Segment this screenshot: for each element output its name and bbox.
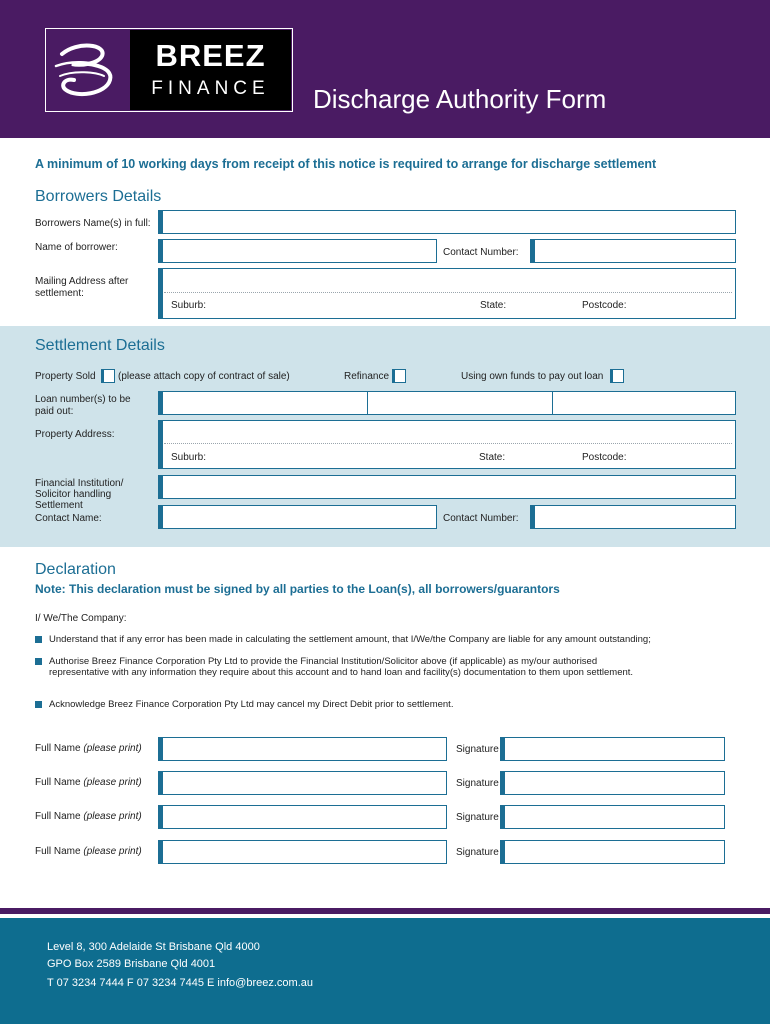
property-sold-label: Property Sold	[35, 371, 96, 382]
refinance-label: Refinance	[344, 371, 390, 382]
full-name-label	[35, 743, 142, 754]
signature-label: Signature	[456, 744, 499, 755]
institution-label: Financial Institution/ Solicitor handling Settlement	[35, 478, 124, 511]
borrower-name-input[interactable]	[158, 239, 437, 263]
declaration-note: Note: This declaration must be signed by all parties to the Loan(s), all borrowers/guarantors	[35, 582, 560, 596]
full-name-text: Full Name	[35, 846, 81, 857]
full-name-input[interactable]	[158, 840, 447, 864]
bullet-icon	[35, 701, 42, 708]
full-name-label	[35, 777, 142, 788]
bullet-icon	[35, 636, 42, 643]
please-print-note: (please print)	[83, 743, 142, 754]
property-sold-checkbox[interactable]	[101, 369, 115, 383]
full-name-input[interactable]	[158, 771, 447, 795]
form-title: Discharge Authority Form	[313, 84, 607, 114]
loan-numbers-label: Loan number(s) to be paid out:	[35, 394, 131, 417]
signature-input[interactable]	[500, 805, 725, 829]
address-divider	[164, 443, 732, 444]
full-name-label	[35, 811, 142, 822]
borrowers-names-input[interactable]	[158, 210, 736, 234]
signature-label: Signature	[456, 847, 499, 858]
brand-name: BREEZ	[155, 38, 266, 73]
own-funds-label: Using own funds to pay out loan	[461, 371, 604, 382]
mailing-address-input[interactable]	[158, 268, 736, 319]
declaration-heading: Declaration	[35, 561, 116, 578]
notice-text: A minimum of 10 working days from receipt of this notice is required to arrange for discharge settlement	[35, 157, 657, 171]
full-name-label	[35, 846, 142, 857]
borrowers-names-label: Borrowers Name(s) in full:	[35, 218, 151, 229]
signature-input[interactable]	[500, 771, 725, 795]
settlement-contact-number-input[interactable]	[530, 505, 736, 529]
brand-subname: FINANCE	[151, 78, 270, 99]
borrower-contact-input[interactable]	[530, 239, 736, 263]
declaration-item: Acknowledge Breez Finance Corporation Pty Ltd may cancel my Direct Debit prior to settlement.	[49, 699, 454, 710]
contact-name-input[interactable]	[158, 505, 437, 529]
address-divider	[164, 292, 732, 293]
footer-po-box: GPO Box 2589 Brisbane Qld 4001	[47, 958, 216, 970]
contact-name-label: Contact Name:	[35, 513, 102, 524]
declaration-item: Authorise Breez Finance Corporation Pty Ltd to provide the Financial Institution/Solicitor above (if applicable) as my/our authorised representative with any information they require about this account and to hand loan and facility(s) documentation to them upon settlement.	[49, 656, 634, 678]
property-address-label: Property Address:	[35, 429, 115, 440]
breez-logo-mark-icon	[52, 36, 124, 104]
footer-address: Level 8, 300 Adelaide St Brisbane Qld 4000	[47, 941, 260, 953]
loan-number-divider	[367, 391, 368, 415]
footer	[0, 918, 770, 1024]
property-postcode-label: Postcode:	[582, 452, 627, 463]
institution-input[interactable]	[158, 475, 736, 499]
own-funds-checkbox[interactable]	[610, 369, 624, 383]
mailing-state-label: State:	[480, 300, 507, 311]
please-print-note: (please print)	[83, 846, 142, 857]
full-name-input[interactable]	[158, 805, 447, 829]
mailing-postcode-label: Postcode:	[582, 300, 627, 311]
signature-input[interactable]	[500, 737, 725, 761]
property-address-input[interactable]	[158, 420, 736, 469]
declaration-item: Understand that if any error has been made in calculating the settlement amount, that I/We/the Company are liable for any amount outstanding;	[49, 634, 651, 645]
signature-label: Signature	[456, 778, 499, 789]
borrower-name-label: Name of borrower:	[35, 242, 118, 253]
full-name-text: Full Name	[35, 743, 81, 754]
please-print-note: (please print)	[83, 777, 142, 788]
property-suburb-label: Suburb:	[171, 452, 207, 463]
property-state-label: State:	[479, 452, 506, 463]
signature-label: Signature	[456, 812, 499, 823]
mailing-suburb-label: Suburb:	[171, 300, 207, 311]
settlement-heading: Settlement Details	[35, 337, 165, 354]
full-name-input[interactable]	[158, 737, 447, 761]
bullet-icon	[35, 658, 42, 665]
refinance-checkbox[interactable]	[392, 369, 406, 383]
signature-input[interactable]	[500, 840, 725, 864]
declaration-intro: I/ We/The Company:	[35, 613, 127, 624]
loan-number-divider	[552, 391, 553, 415]
footer-divider	[0, 908, 770, 914]
please-print-note: (please print)	[83, 811, 142, 822]
mailing-address-label: Mailing Address after settlement:	[35, 276, 129, 299]
loan-numbers-input[interactable]	[158, 391, 736, 415]
full-name-text: Full Name	[35, 811, 81, 822]
attach-contract-note: (please attach copy of contract of sale)	[118, 371, 290, 382]
full-name-text: Full Name	[35, 777, 81, 788]
borrowers-heading: Borrowers Details	[35, 188, 162, 205]
settlement-contact-number-label: Contact Number:	[443, 513, 519, 524]
footer-contact: T 07 3234 7444 F 07 3234 7445 E info@breez.com.au	[47, 977, 313, 989]
borrower-contact-label: Contact Number:	[443, 247, 519, 258]
